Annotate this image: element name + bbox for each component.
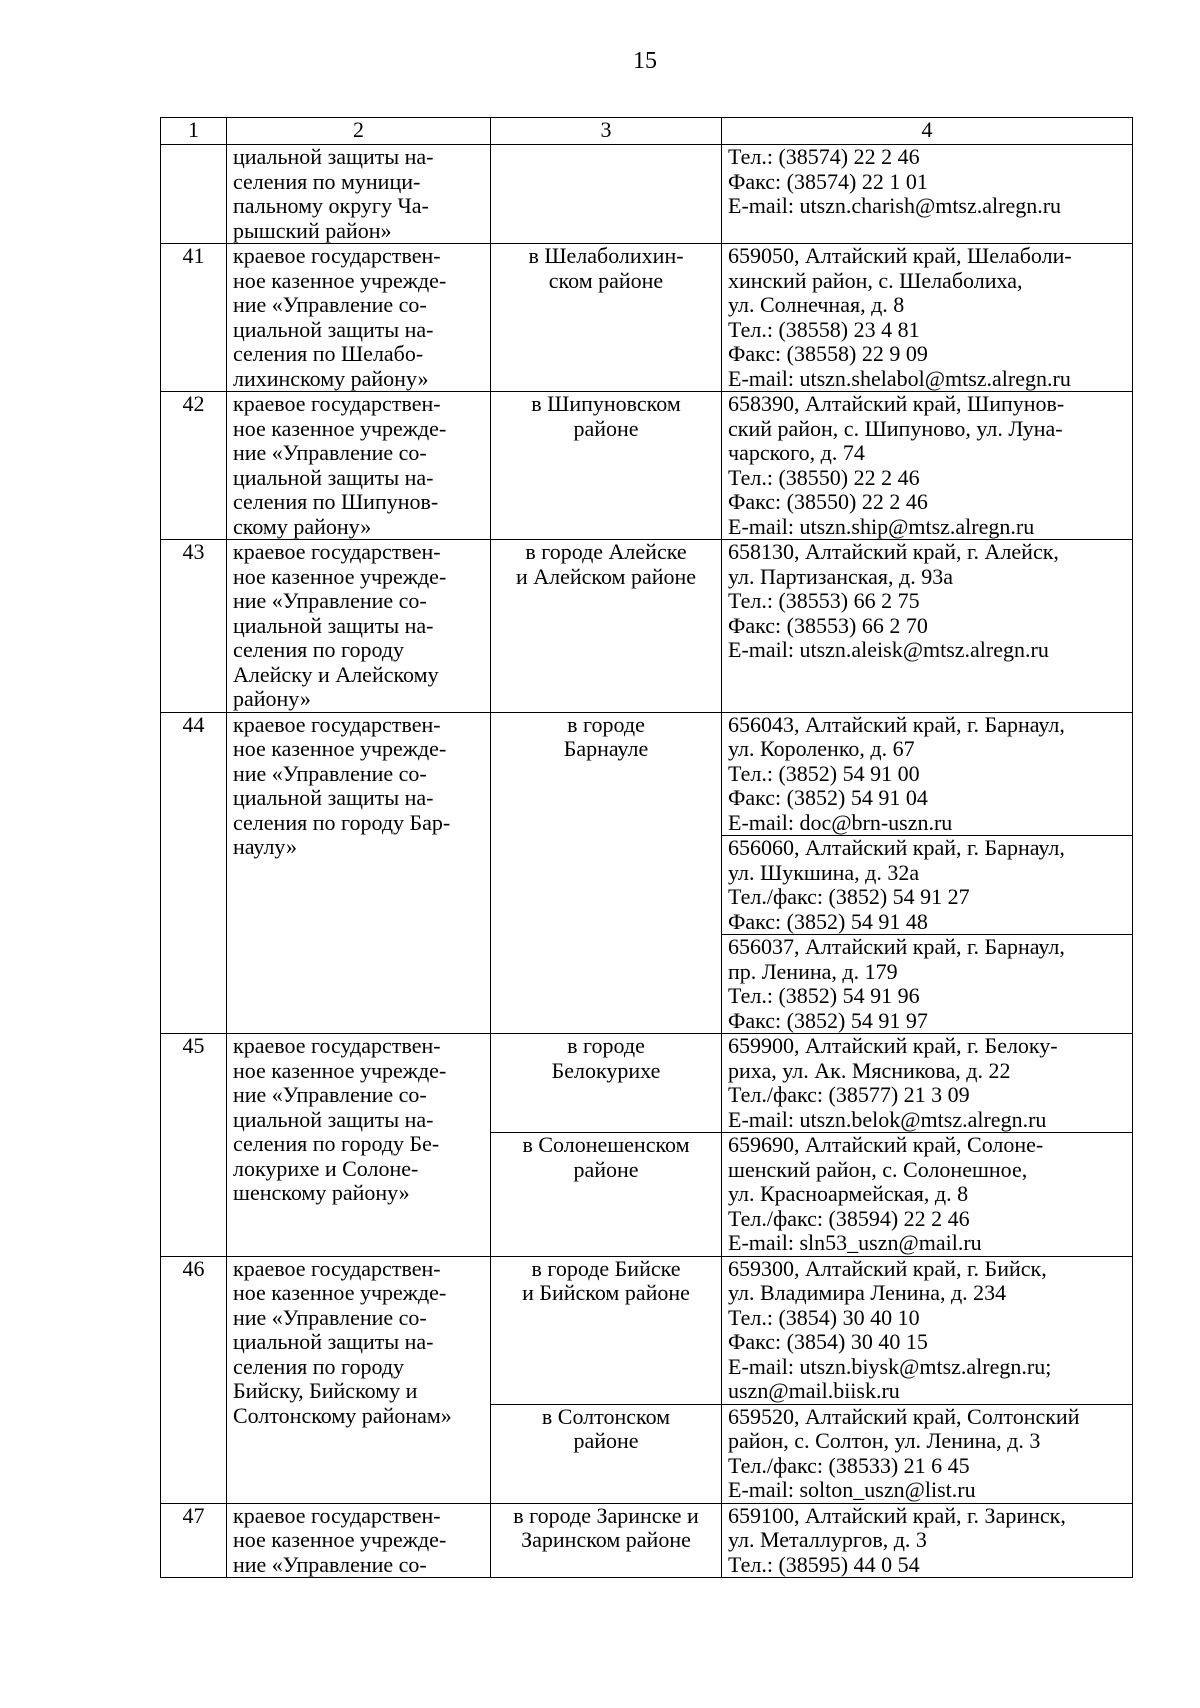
service-location: в Шипуновском районе (491, 392, 722, 540)
service-location: в городе Барнауле (491, 712, 722, 1034)
table-row (161, 712, 1133, 836)
address-contacts: 658130, Алтайский край, г. Алейск, ул. Партизанская, д. 93а Тел.: (38553) 66 2 75 Факс: (38553) 66 2 70 E-mail: utszn.aleisk@mtsz.alregn.ru (722, 540, 1133, 713)
table-row (161, 1503, 1133, 1578)
row-number: 47 (161, 1503, 227, 1578)
table-body (161, 145, 1133, 1578)
row-number: 43 (161, 540, 227, 713)
row-number (161, 145, 227, 244)
row-number: 44 (161, 712, 227, 1034)
institution-name: циальной защиты на- селения по муници- пальному округу Ча- рышский район» (227, 145, 491, 244)
address-contacts: 659300, Алтайский край, г. Бийск, ул. Владимира Ленина, д. 234 Тел.: (3854) 30 40 10 Факс: (3854) 30 40 15 E-mail: utszn.biysk@mtsz.alregn.ru; uszn@mail.biisk.ru (722, 1256, 1133, 1404)
service-location (491, 145, 722, 244)
table-row (161, 1034, 1133, 1133)
row-number: 45 (161, 1034, 227, 1257)
page-number: 15 (633, 48, 657, 74)
institution-name: краевое государствен- ное казенное учрежде- ние «Управление со- циальной защиты на- селения по Шелабо- лихинскому району» (227, 244, 491, 392)
address-contacts: 658390, Алтайский край, Шипунов- ский район, с. Шипуново, ул. Луна- чарского, д. 74 Тел.: (38550) 22 2 46 Факс: (38550) 22 2 46 E-mail: utszn.ship@mtsz.alregn.ru (722, 392, 1133, 540)
table-row (161, 145, 1133, 244)
institution-name: краевое государствен- ное казенное учрежде- ние «Управление со- циальной защиты на- селения по городу Бар- наулу» (227, 712, 491, 1034)
table-row (161, 1256, 1133, 1404)
row-number: 41 (161, 244, 227, 392)
address-contacts: 656060, Алтайский край, г. Барнаул, ул. Шукшина, д. 32а Тел./факс: (3852) 54 91 27 Факс: (3852) 54 91 48 (722, 836, 1133, 935)
service-location: в городе Заринске и Заринском районе (491, 1503, 722, 1578)
institution-name: краевое государствен- ное казенное учрежде- ние «Управление со- циальной защиты на- селения по городу Бе- локурихе и Солоне- шенскому району» (227, 1034, 491, 1257)
institution-name: краевое государствен- ное казенное учрежде- ние «Управление со- циальной защиты на- селения по Шипунов- скому району» (227, 392, 491, 540)
header-row (161, 118, 1133, 145)
column-header-4: 4 (722, 118, 1133, 145)
table-row (161, 540, 1133, 713)
column-header-3: 3 (491, 118, 722, 145)
institution-name: краевое государствен- ное казенное учрежде- ние «Управление со- (227, 1503, 491, 1578)
address-contacts: 656037, Алтайский край, г. Барнаул, пр. Ленина, д. 179 Тел.: (3852) 54 91 96 Факс: (3852) 54 91 97 (722, 935, 1133, 1034)
institution-name: краевое государствен- ное казенное учрежде- ние «Управление со- циальной защиты на- селения по городу Алейску и Алейскому району» (227, 540, 491, 713)
service-location: в Солтонском районе (491, 1404, 722, 1503)
address-contacts: 659690, Алтайский край, Солоне- шенский район, с. Солонешное, ул. Красноармейская, д. 8 Тел./факс: (38594) 22 2 46 E-mail: sln53_uszn@mail.ru (722, 1133, 1133, 1257)
table-row (161, 244, 1133, 392)
service-location: в городе Бийске и Бийском районе (491, 1256, 722, 1404)
institution-name: краевое государствен- ное казенное учрежде- ние «Управление со- циальной защиты на- селения по городу Бийску, Бийскому и Солтонскому районам» (227, 1256, 491, 1503)
row-number: 46 (161, 1256, 227, 1503)
service-location: в Солонешенском районе (491, 1133, 722, 1257)
address-contacts: 659050, Алтайский край, Шелаболи- хинский район, с. Шелаболиха, ул. Солнечная, д. 8 Тел.: (38558) 23 4 81 Факс: (38558) 22 9 09 E-mail: utszn.shelabol@mtsz.alregn.ru (722, 244, 1133, 392)
address-contacts: 659900, Алтайский край, г. Белоку- риха, ул. Ак. Мясникова, д. 22 Тел./факс: (38577) 21 3 09 E-mail: utszn.belok@mtsz.alregn.ru (722, 1034, 1133, 1133)
row-number: 42 (161, 392, 227, 540)
column-header-2: 2 (227, 118, 491, 145)
service-location: в Шелаболихин- ском районе (491, 244, 722, 392)
address-contacts: Тел.: (38574) 22 2 46 Факс: (38574) 22 1 01 E-mail: utszn.charish@mtsz.alregn.ru (722, 145, 1133, 244)
address-contacts: 656043, Алтайский край, г. Барнаул, ул. Короленко, д. 67 Тел.: (3852) 54 91 00 Факс: (3852) 54 91 04 E-mail: doc@brn-uszn.ru (722, 712, 1133, 836)
address-contacts: 659520, Алтайский край, Солтонский район, с. Солтон, ул. Ленина, д. 3 Тел./факс: (38533) 21 6 45 E-mail: solton_uszn@list.ru (722, 1404, 1133, 1503)
address-contacts: 659100, Алтайский край, г. Заринск, ул. Металлургов, д. 3 Тел.: (38595) 44 0 54 (722, 1503, 1133, 1578)
table-row (161, 392, 1133, 540)
column-header-1: 1 (161, 118, 227, 145)
service-location: в городе Белокурихе (491, 1034, 722, 1133)
institutions-table (160, 117, 1133, 1578)
service-location: в городе Алейске и Алейском районе (491, 540, 722, 713)
